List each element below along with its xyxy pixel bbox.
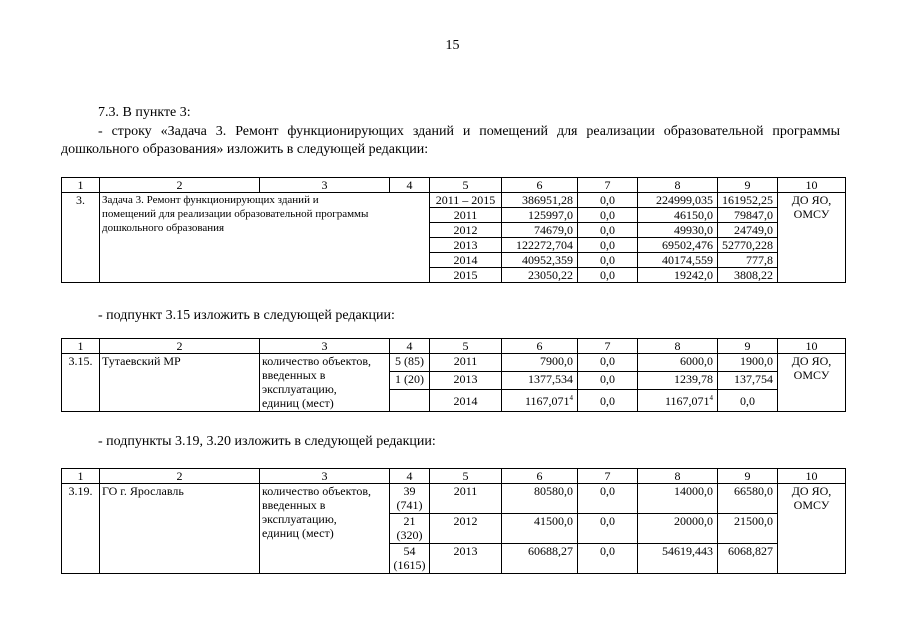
responsible-cell	[778, 484, 846, 574]
federal-cell: 0,0	[578, 544, 638, 574]
indicator-cell	[260, 354, 390, 412]
col-header: 2	[100, 178, 260, 193]
local-cell: 777,8	[718, 253, 778, 268]
col-header: 10	[778, 178, 846, 193]
page-number: 15	[445, 38, 460, 53]
places-count: (741)	[396, 498, 423, 512]
col-header: 8	[638, 178, 718, 193]
year-cell: 2013	[430, 544, 502, 574]
federal-cell: 0,0	[578, 514, 638, 544]
indicator-line: эксплуатацию,	[262, 512, 337, 526]
col-header: 4	[390, 339, 430, 354]
responsible-line: ДО ЯО,	[791, 354, 832, 368]
col-header: 3	[260, 469, 390, 484]
year-cell: 2013	[430, 372, 502, 390]
municipality-name: Тутаевский МР	[100, 354, 260, 412]
total-cell: 7900,0	[502, 354, 578, 372]
municipality-name: ГО г. Ярославль	[100, 484, 260, 574]
total-cell: 122272,704	[502, 238, 578, 253]
objects-count-cell: 5 (85)	[390, 354, 430, 372]
table-row	[62, 193, 846, 208]
col-header: 5	[430, 469, 502, 484]
regional-cell: 49930,0	[638, 223, 718, 238]
subpoint-315-table	[61, 338, 846, 412]
section-heading: 7.3. В пункте 3:	[98, 105, 191, 120]
year-cell: 2013	[430, 238, 502, 253]
row-number: 3.19.	[62, 484, 100, 574]
total-cell: 125997,0	[502, 208, 578, 223]
task-name	[100, 193, 430, 283]
total-cell: 23050,22	[502, 268, 578, 283]
objects-count-cell	[390, 514, 430, 544]
col-header: 1	[62, 178, 100, 193]
year-cell: 2011 – 2015	[430, 193, 502, 208]
total-cell: 386951,28	[502, 193, 578, 208]
task3-table	[61, 177, 846, 283]
regional-cell: 19242,0	[638, 268, 718, 283]
regional-value: 1167,071	[664, 393, 710, 408]
subpoint-319-table	[61, 468, 846, 574]
table-row	[62, 354, 846, 372]
year-cell: 2012	[430, 514, 502, 544]
total-cell: 80580,0	[502, 484, 578, 514]
regional-cell: 14000,0	[638, 484, 718, 514]
objects-count-cell	[390, 390, 430, 412]
places-count: (1615)	[393, 558, 426, 572]
regional-cell: 1239,78	[638, 372, 718, 390]
col-header: 9	[718, 178, 778, 193]
total-cell: 74679,0	[502, 223, 578, 238]
col-header: 9	[718, 469, 778, 484]
total-cell: 40952,359	[502, 253, 578, 268]
local-cell: 66580,0	[718, 484, 778, 514]
objects-count: 21	[403, 514, 416, 528]
year-cell: 2011	[430, 354, 502, 372]
row-number: 3.15.	[62, 354, 100, 412]
objects-count-cell	[390, 484, 430, 514]
regional-cell: 40174,559	[638, 253, 718, 268]
col-header: 5	[430, 178, 502, 193]
regional-cell: 54619,443	[638, 544, 718, 574]
local-cell: 24749,0	[718, 223, 778, 238]
col-header: 1	[62, 339, 100, 354]
col-header: 7	[578, 469, 638, 484]
objects-count: 54	[403, 544, 416, 558]
local-cell: 0,0	[718, 390, 778, 412]
local-cell: 79847,0	[718, 208, 778, 223]
col-header: 10	[778, 469, 846, 484]
regional-cell: 20000,0	[638, 514, 718, 544]
responsible-line: ОМСУ	[793, 368, 830, 382]
col-header: 10	[778, 339, 846, 354]
indicator-line: единиц (мест)	[262, 526, 334, 540]
footnote-mark: 4	[569, 393, 573, 402]
regional-cell: 6000,0	[638, 354, 718, 372]
local-cell: 3808,22	[718, 268, 778, 283]
federal-cell: 0,0	[578, 390, 638, 412]
subpoint-315-text: - подпункт 3.15 изложить в следующей редакции:	[98, 308, 395, 323]
year-cell: 2014	[430, 253, 502, 268]
table-header-row	[62, 339, 846, 354]
local-cell: 161952,25	[718, 193, 778, 208]
table-header-row	[62, 178, 846, 193]
task-name-line: помещений для реализации образовательной программы	[102, 208, 369, 220]
indicator-line: введенных в	[262, 368, 326, 382]
col-header: 2	[100, 469, 260, 484]
indicator-line: эксплуатацию,	[262, 382, 337, 396]
objects-count-cell	[390, 544, 430, 574]
local-cell: 137,754	[718, 372, 778, 390]
col-header: 1	[62, 469, 100, 484]
objects-count-cell: 1 (20)	[390, 372, 430, 390]
total-cell	[502, 390, 578, 412]
col-header: 6	[502, 469, 578, 484]
federal-cell: 0,0	[578, 354, 638, 372]
responsible-line: ДО ЯО,	[791, 484, 832, 498]
intro-line-2: дошкольного образования» изложить в следующей редакции:	[61, 142, 429, 157]
col-header: 8	[638, 339, 718, 354]
col-header: 9	[718, 339, 778, 354]
objects-count: 39	[403, 484, 416, 498]
col-header: 6	[502, 178, 578, 193]
year-cell: 2014	[430, 390, 502, 412]
indicator-line: введенных в	[262, 498, 326, 512]
regional-cell: 224999,035	[638, 193, 718, 208]
regional-cell: 46150,0	[638, 208, 718, 223]
regional-cell: 69502,476	[638, 238, 718, 253]
total-cell: 41500,0	[502, 514, 578, 544]
subpoint-319-text: - подпункты 3.19, 3.20 изложить в следующей редакции:	[98, 434, 436, 449]
federal-cell: 0,0	[578, 193, 638, 208]
footnote-mark: 4	[709, 393, 713, 402]
total-cell: 1377,534	[502, 372, 578, 390]
intro-line-1: - строку «Задача 3. Ремонт функционирующих зданий и помещений для реализации образовательной программы	[98, 124, 840, 139]
row-number: 3.	[62, 193, 100, 283]
federal-cell: 0,0	[578, 268, 638, 283]
responsible-line: ДО ЯО,	[791, 193, 832, 207]
local-cell: 21500,0	[718, 514, 778, 544]
col-header: 3	[260, 178, 390, 193]
col-header: 5	[430, 339, 502, 354]
total-cell: 60688,27	[502, 544, 578, 574]
federal-cell: 0,0	[578, 484, 638, 514]
responsible-line: ОМСУ	[793, 207, 830, 221]
col-header: 8	[638, 469, 718, 484]
places-count: (320)	[396, 528, 423, 542]
table-row	[62, 484, 846, 514]
year-cell: 2012	[430, 223, 502, 238]
task-name-line: Задача 3. Ремонт функционирующих зданий и	[102, 194, 319, 206]
year-cell: 2015	[430, 268, 502, 283]
federal-cell: 0,0	[578, 253, 638, 268]
task-name-line: дошкольного образования	[102, 222, 225, 234]
federal-cell: 0,0	[578, 238, 638, 253]
year-cell: 2011	[430, 484, 502, 514]
indicator-line: единиц (мест)	[262, 396, 334, 410]
responsible-cell	[778, 193, 846, 283]
federal-cell: 0,0	[578, 208, 638, 223]
local-cell: 1900,0	[718, 354, 778, 372]
responsible-line: ОМСУ	[793, 498, 830, 512]
table-header-row	[62, 469, 846, 484]
col-header: 2	[100, 339, 260, 354]
responsible-cell	[778, 354, 846, 412]
local-cell: 6068,827	[718, 544, 778, 574]
indicator-line: количество объектов,	[262, 484, 372, 498]
col-header: 4	[390, 469, 430, 484]
indicator-line: количество объектов,	[262, 354, 372, 368]
col-header: 3	[260, 339, 390, 354]
indicator-cell	[260, 484, 390, 574]
col-header: 7	[578, 339, 638, 354]
local-cell: 52770,228	[718, 238, 778, 253]
col-header: 7	[578, 178, 638, 193]
regional-cell	[638, 390, 718, 412]
col-header: 6	[502, 339, 578, 354]
federal-cell: 0,0	[578, 372, 638, 390]
year-cell: 2011	[430, 208, 502, 223]
total-value: 1167,071	[524, 393, 570, 408]
col-header: 4	[390, 178, 430, 193]
federal-cell: 0,0	[578, 223, 638, 238]
